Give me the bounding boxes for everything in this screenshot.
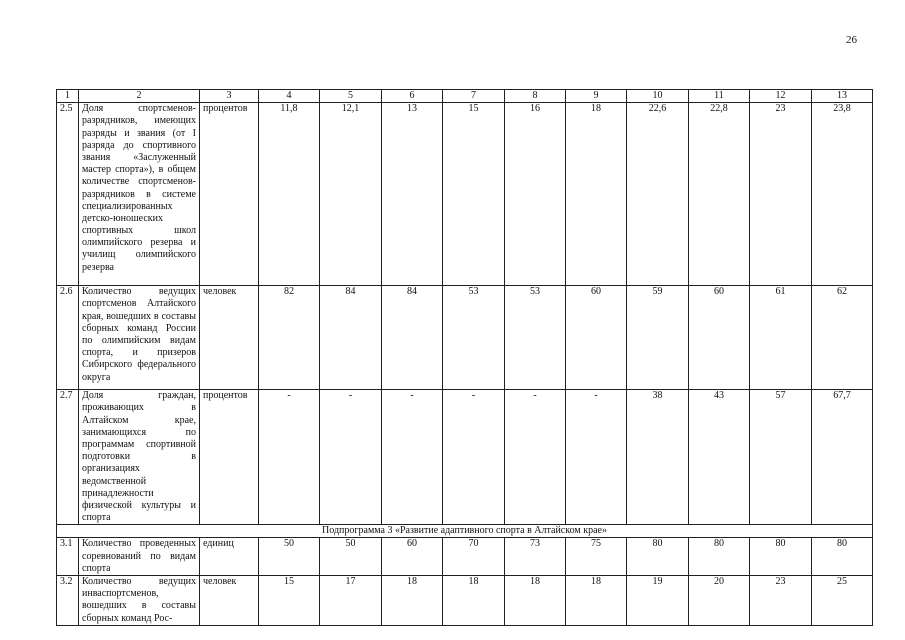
indicator-name: Количество проведенных соревнований по видам спорта	[79, 538, 200, 576]
value-cell: 16	[505, 103, 566, 286]
value-cell: 67,7	[812, 390, 873, 525]
value-cell: 20	[689, 576, 750, 626]
table-row	[57, 390, 873, 525]
value-cell: 18	[566, 576, 627, 626]
column-number: 5	[320, 90, 382, 103]
value-cell: 73	[505, 538, 566, 576]
value-cell: 38	[627, 390, 689, 525]
indicator-name: Доля спортсменов-разрядников, имеющих разряды и звания (от I разряда до спортивного звания «Заслуженный мастер спорта»), в общем количестве спортсменов-разрядников в системе специализированных детско-юношеских спортивных школ олимпийского резерва и училищ олимпийского резерва	[79, 103, 200, 286]
value-cell: 17	[320, 576, 382, 626]
value-cell: 70	[443, 538, 505, 576]
value-cell: 23,8	[812, 103, 873, 286]
column-number: 7	[443, 90, 505, 103]
row-index: 2.5	[57, 103, 79, 286]
subprogram-title: Подпрограмма 3 «Развитие адаптивного спорта в Алтайском крае»	[57, 525, 873, 538]
value-cell: -	[259, 390, 320, 525]
value-cell: 59	[627, 286, 689, 390]
column-number: 13	[812, 90, 873, 103]
table-row	[57, 103, 873, 286]
value-cell: 15	[259, 576, 320, 626]
column-number: 1	[57, 90, 79, 103]
value-cell: 18	[382, 576, 443, 626]
table-row	[57, 576, 873, 626]
value-cell: 80	[812, 538, 873, 576]
column-number: 2	[79, 90, 200, 103]
value-cell: 84	[382, 286, 443, 390]
row-index: 3.2	[57, 576, 79, 626]
unit: единиц	[200, 538, 259, 576]
value-cell: 23	[750, 103, 812, 286]
value-cell: 15	[443, 103, 505, 286]
value-cell: -	[505, 390, 566, 525]
value-cell: 80	[750, 538, 812, 576]
value-cell: 50	[259, 538, 320, 576]
value-cell: 60	[382, 538, 443, 576]
value-cell: 61	[750, 286, 812, 390]
value-cell: 22,8	[689, 103, 750, 286]
value-cell: 25	[812, 576, 873, 626]
value-cell: 12,1	[320, 103, 382, 286]
value-cell: 53	[505, 286, 566, 390]
value-cell: 75	[566, 538, 627, 576]
value-cell: 18	[443, 576, 505, 626]
value-cell: 18	[566, 103, 627, 286]
value-cell: 57	[750, 390, 812, 525]
column-number: 8	[505, 90, 566, 103]
value-cell: -	[443, 390, 505, 525]
value-cell: 50	[320, 538, 382, 576]
column-number: 6	[382, 90, 443, 103]
column-number: 12	[750, 90, 812, 103]
value-cell: -	[320, 390, 382, 525]
unit: процентов	[200, 103, 259, 286]
value-cell: -	[382, 390, 443, 525]
value-cell: -	[566, 390, 627, 525]
value-cell: 62	[812, 286, 873, 390]
row-index: 2.7	[57, 390, 79, 525]
value-cell: 53	[443, 286, 505, 390]
value-cell: 19	[627, 576, 689, 626]
column-number: 11	[689, 90, 750, 103]
column-number-row	[57, 90, 873, 103]
value-cell: 11,8	[259, 103, 320, 286]
value-cell: 84	[320, 286, 382, 390]
row-index: 3.1	[57, 538, 79, 576]
table-row	[57, 286, 873, 390]
column-number: 3	[200, 90, 259, 103]
value-cell: 13	[382, 103, 443, 286]
indicator-name: Количество ведущих инваспортсменов, вошедших в составы сборных команд Рос-	[79, 576, 200, 626]
value-cell: 60	[689, 286, 750, 390]
value-cell: 80	[689, 538, 750, 576]
subprogram-row	[57, 525, 873, 538]
value-cell: 22,6	[627, 103, 689, 286]
indicators-table	[56, 89, 873, 626]
unit: человек	[200, 576, 259, 626]
column-number: 9	[566, 90, 627, 103]
value-cell: 18	[505, 576, 566, 626]
value-cell: 43	[689, 390, 750, 525]
column-number: 4	[259, 90, 320, 103]
value-cell: 80	[627, 538, 689, 576]
indicator-name: Количество ведущих спортсменов Алтайского края, вошедших в составы сборных команд России по олимпийским видам спорта, и призеров Сибирского федерального округа	[79, 286, 200, 390]
indicator-name: Доля граждан, проживающих в Алтайском крае, занимающихся по программам спортивной подготовки в организациях ведомственной принадлежности физической культуры и спорта	[79, 390, 200, 525]
value-cell: 23	[750, 576, 812, 626]
row-index: 2.6	[57, 286, 79, 390]
unit: процентов	[200, 390, 259, 525]
table-row	[57, 538, 873, 576]
unit: человек	[200, 286, 259, 390]
value-cell: 82	[259, 286, 320, 390]
value-cell: 60	[566, 286, 627, 390]
column-number: 10	[627, 90, 689, 103]
page-number: 26	[846, 34, 857, 46]
